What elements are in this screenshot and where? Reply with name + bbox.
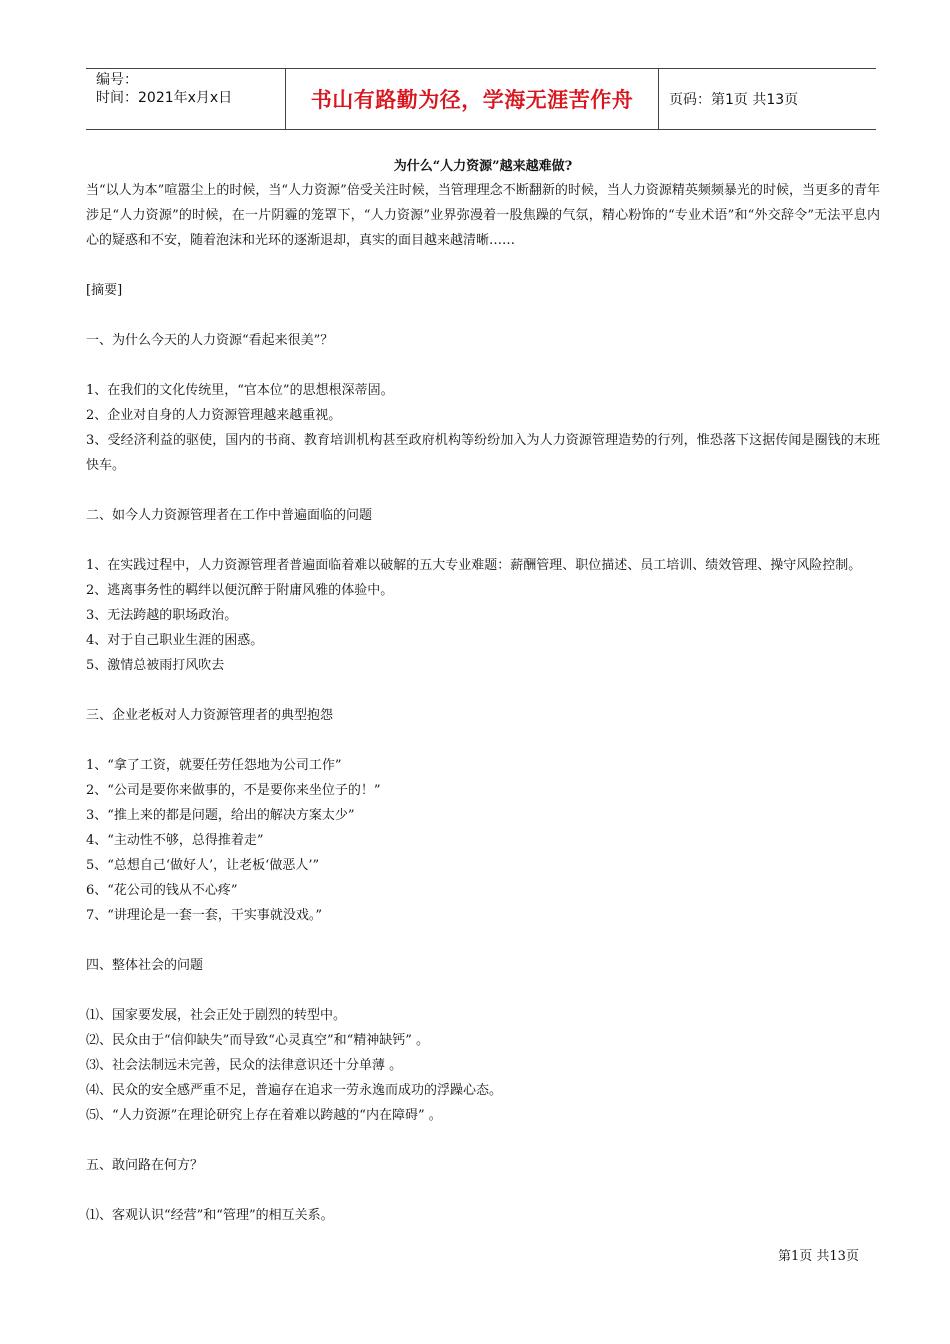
document-title: 为什么“人力资源”越来越难做? (393, 159, 573, 174)
list-item: 4、“主动性不够，总得推着走” (86, 833, 264, 848)
list-item: ⑸、“人力资源”在理论研究上存在着难以跨越的“内在障碍” 。 (86, 1108, 442, 1123)
page-header (86, 68, 876, 130)
list-item: 3、“推上来的都是问题，给出的解决方案太少” (86, 808, 355, 823)
document-number-label: 编号： (96, 72, 138, 88)
document-date: 时间：2021年x月x日 (96, 90, 233, 106)
section-heading: 一、为什么今天的人力资源“看起来很美”？ (86, 333, 334, 348)
header-meta (86, 69, 286, 129)
list-item: 4、对于自己职业生涯的困惑。 (86, 633, 264, 648)
list-item: 1、在我们的文化传统里，“官本位”的思想根深蒂固。 (86, 383, 394, 398)
list-item: 1、在实践过程中，人力资源管理者普遍面临着难以破解的五大专业难题：薪酬管理、职位描述、员工培训、绩效管理、操守风险控制。 (86, 558, 862, 573)
section-heading: 五、敢问路在何方？ (86, 1158, 204, 1173)
document-body (86, 156, 880, 1228)
section-heading: 三、企业老板对人力资源管理者的典型抱怨 (86, 708, 334, 723)
list-item: 3、受经济利益的驱使，国内的书商、教育培训机构甚至政府机构等纷纷加入为人力资源管理造势的行列，惟恐落下这据传闻是圈钱的末班快车。 (86, 433, 880, 473)
header-motto: 书山有路勤为径，学海无涯苦作舟 (286, 69, 659, 129)
intro-paragraph: 当“以人为本”喧嚣尘上的时候，当“人力资源”倍受关注时候，当管理理念不断翻新的时候，当人力资源精英频频暴光的时候，当更多的青年涉足“人力资源”的时候，在一片阴霾的笼罩下，“人力资源”业界弥漫着一股焦躁的气氛，精心粉饰的“专业术语”和“外交辞令”无法平息内心的疑惑和不安，随着泡沫和光环的逐渐退却，真实的面目越来越清晰…… (86, 183, 880, 248)
list-item: 2、逃离事务性的羁绊以便沉醉于附庸风雅的体验中。 (86, 583, 394, 598)
page-footer: 第1页 共13页 (778, 1249, 859, 1264)
list-item: ⑶、社会法制远未完善，民众的法律意识还十分单薄 。 (86, 1058, 403, 1073)
list-item: 5、激情总被雨打风吹去 (86, 658, 225, 673)
list-item: 7、“讲理论是一套一套，干实事就没戏。” (86, 908, 323, 923)
list-item: ⑴、国家要发展，社会正处于剧烈的转型中。 (86, 1008, 347, 1023)
list-item: 2、企业对自身的人力资源管理越来越重视。 (86, 408, 342, 423)
list-item: 1、“拿了工资，就要任劳任怨地为公司工作” (86, 758, 342, 773)
list-item: 6、“花公司的钱从不心疼” (86, 883, 238, 898)
list-item: ⑵、民众由于“信仰缺失”而导致“心灵真空”和“精神缺钙” 。 (86, 1033, 430, 1048)
list-item: 5、“总想自己‘做好人’，让老板‘做恶人’” (86, 858, 320, 873)
header-page-info: 页码：第1页 共13页 (669, 92, 799, 108)
list-item: 2、“公司是要你来做事的，不是要你来坐位子的！” (86, 783, 381, 798)
list-item: 3、无法跨越的职场政治。 (86, 608, 238, 623)
section-heading: 二、如今人力资源管理者在工作中普遍面临的问题 (86, 508, 373, 523)
list-item: ⑷、民众的安全感严重不足，普遍存在追求一劳永逸而成功的浮躁心态。 (86, 1083, 503, 1098)
list-item: ⑴、客观认识“经营”和“管理”的相互关系。 (86, 1208, 334, 1223)
summary-label: [摘要] (86, 283, 123, 298)
section-heading: 四、整体社会的问题 (86, 958, 204, 973)
